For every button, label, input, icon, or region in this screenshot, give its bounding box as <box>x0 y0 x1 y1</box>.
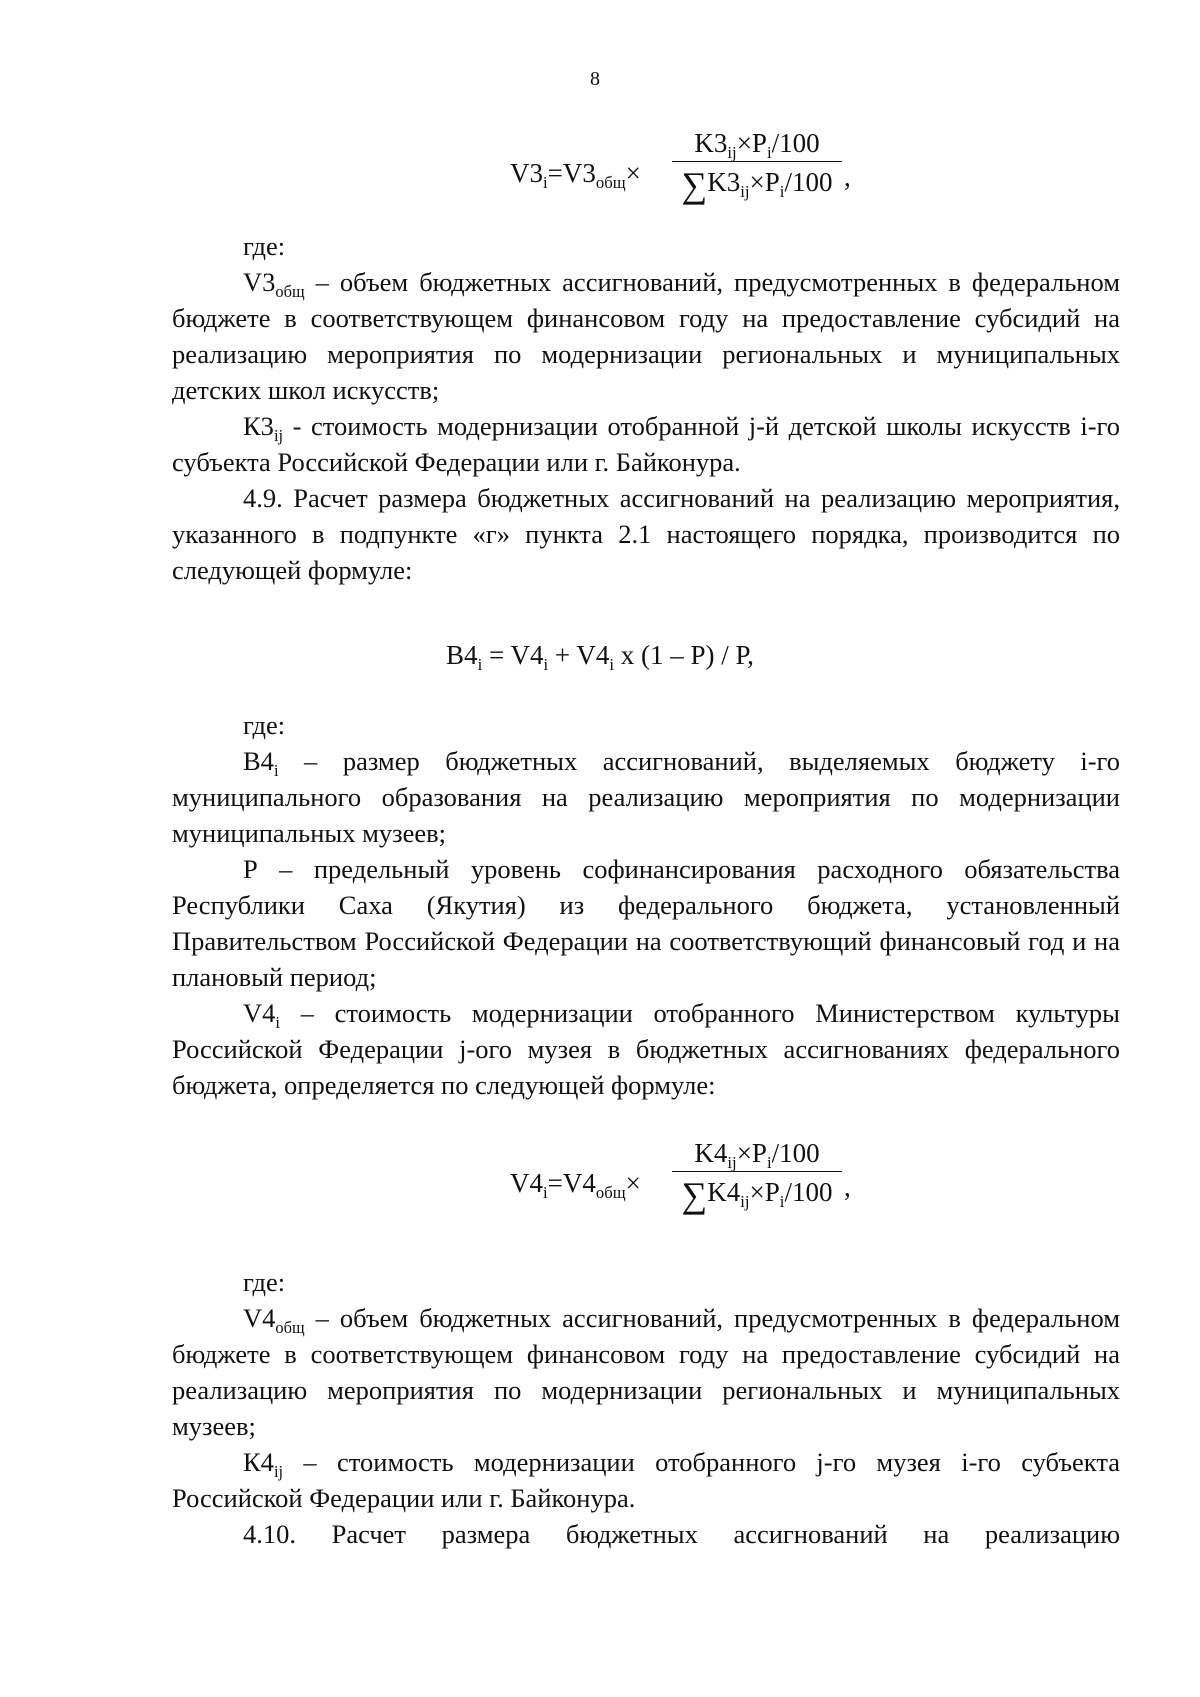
where-label: где: <box>243 710 286 740</box>
text-block-3 <box>172 1264 1120 1552</box>
where-label: где: <box>243 1267 286 1297</box>
paragraph-4-10: 4.10. Расчет размера бюджетных ассигнований на реализацию <box>243 1519 1120 1549</box>
definition-k3: $К3_{ij}$ - стоимость модернизации отобранной j-й детской школы искусств i-го субъекта Российской Федерации или г. Байконура. <box>172 411 1120 477</box>
formula-v4: $V4_i=V4_{общ}\times$ $K4_{ij}\times P_i/100$ $\sum K4_{ij}\times P_i/100$ , <box>510 1138 851 1215</box>
definition-k4: $К4_{ij}$ – стоимость модернизации отобранного j-го музея i-го субъекта Российской Федерации или г. Байконура. <box>172 1447 1120 1513</box>
definition-p: Р – предельный уровень софинансирования расходного обязательства Республики Саха (Якутия) из федерального бюджета, установленный Правительством Российской Федерации на соответствующий финансовый год и на плановый период; <box>172 854 1120 992</box>
text-block-2 <box>172 707 1120 1103</box>
definition-b4: $В4_i$ – размер бюджетных ассигнований, выделяемых бюджету i-го муниципального образования на реализацию мероприятия по модернизации муниципальных музеев; <box>172 746 1120 848</box>
page-number: 8 <box>590 68 600 90</box>
text-block-1 <box>172 228 1120 588</box>
definition-v3-total: $V3_{общ}$ – объем бюджетных ассигнований, предусмотренных в федеральном бюджете в соответствующем финансовом году на предоставление субсидий на реализацию мероприятия по модернизации региональных и муниципальных детских школ искусств; <box>172 267 1120 405</box>
sigma-symbol: ∑ <box>681 1175 708 1215</box>
formula-b4: $В4_i = V4_i + V4_i$ х (1 – Р) / Р, <box>446 640 754 674</box>
paragraph-4-9: 4.9. Расчет размера бюджетных ассигнований на реализацию мероприятия, указанного в подпункте «г» пункта 2.1 настоящего порядка, производится по следующей формуле: <box>172 483 1120 585</box>
definition-v4-total: $V4_{общ}$ – объем бюджетных ассигнований, предусмотренных в федеральном бюджете в соответствующем финансовом году на предоставление субсидий на реализацию мероприятия по модернизации региональных и муниципальных музеев; <box>172 1303 1120 1441</box>
definition-v4: $V4_i$ – стоимость модернизации отобранного Министерством культуры Российской Федерации j-ого музея в бюджетных ассигнованиях федерального бюджета, определяется по следующей формуле: <box>172 998 1120 1100</box>
where-label: где: <box>243 231 286 261</box>
formula-v3: $V3_i=V3_{общ}\times$ $K3_{ij}\times P_i/100$ $\sum K3_{ij}\times P_i/100$ , <box>510 128 851 205</box>
sigma-symbol: ∑ <box>681 165 708 205</box>
